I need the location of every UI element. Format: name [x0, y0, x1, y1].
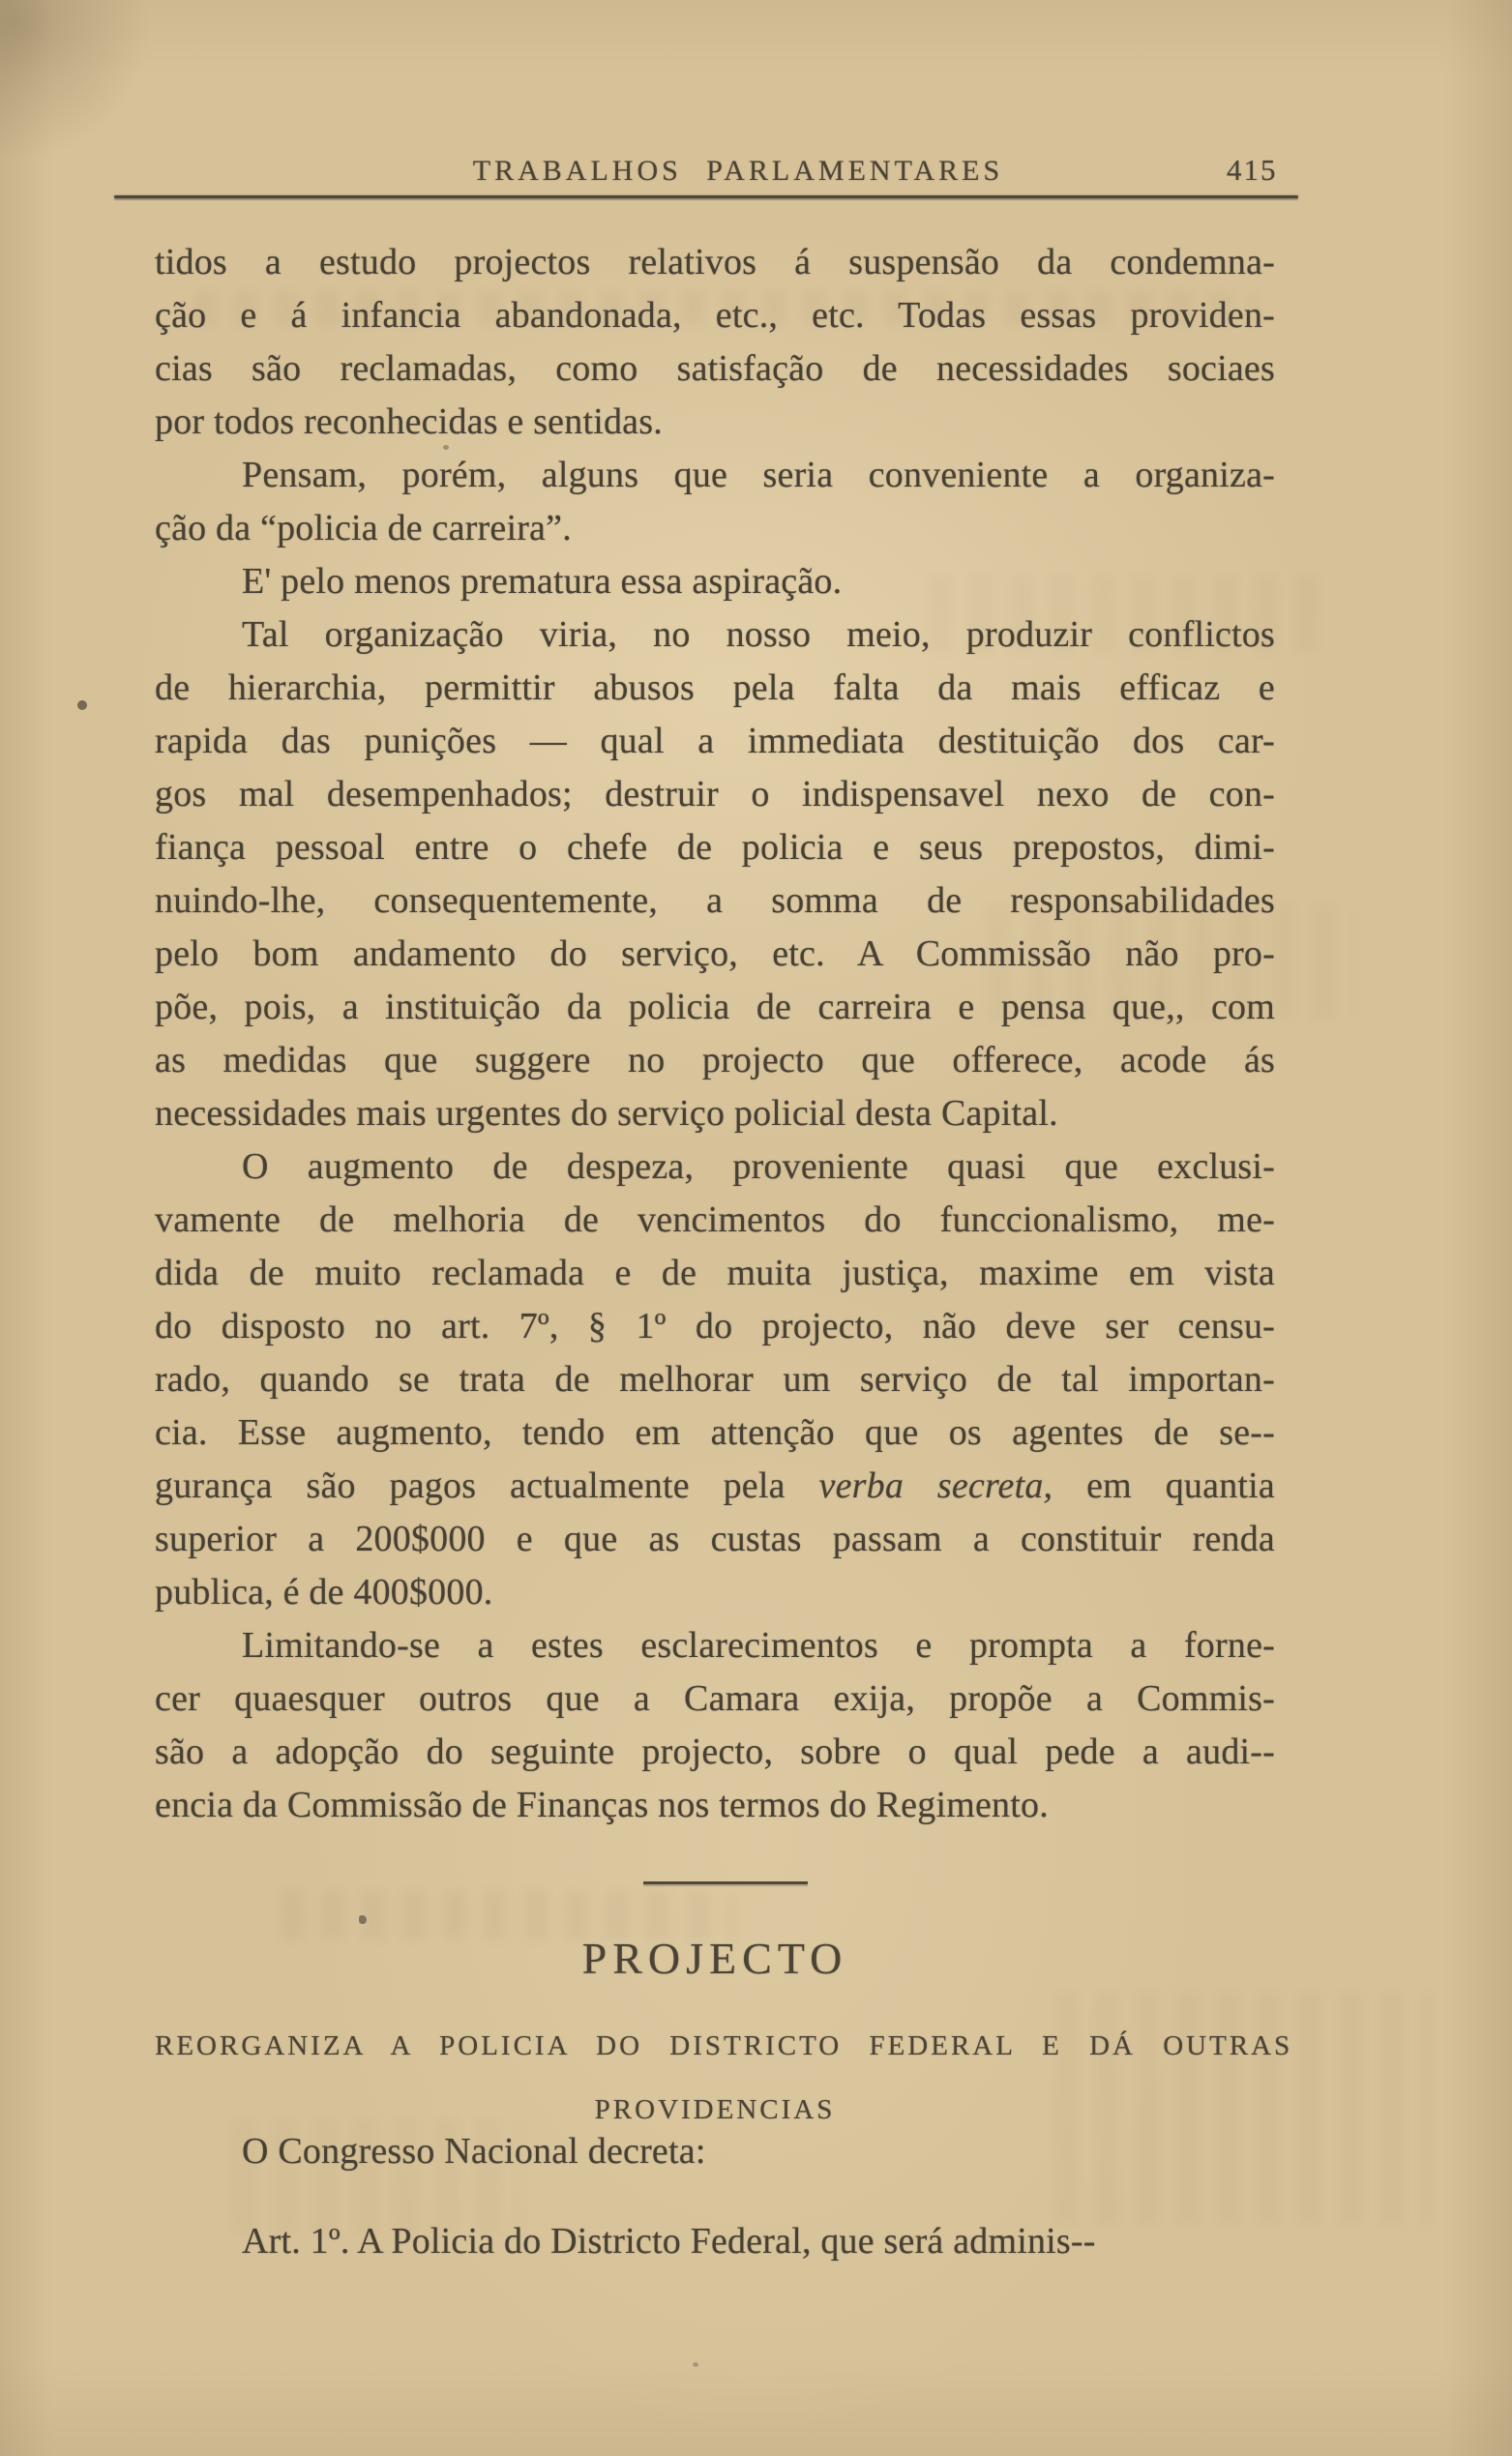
projecto-subtitle-line: PROVIDENCIAS [594, 2094, 836, 2125]
text-line [155, 1779, 1275, 1832]
text-segment: publica, é de 400$000. [155, 1572, 493, 1613]
text-segment: pelo bom andamento do serviço, etc. A Commissão não pro- [155, 933, 1275, 974]
italic-phrase: verba secreta, [818, 1465, 1053, 1506]
text-segment: fiança pessoal entre o chefe de policia e seus prepostos, dimi- [155, 827, 1275, 868]
text-segment: cias são reclamadas, como satisfação de necessidades sociaes [155, 348, 1275, 389]
page-number: 415 [1227, 153, 1278, 187]
text-line [155, 1034, 1275, 1087]
text-line [155, 555, 1275, 608]
text-line [155, 715, 1275, 768]
text-line [155, 608, 1275, 662]
text-segment: põe, pois, a instituição da policia de carreira e pensa que,, com [155, 987, 1275, 1027]
text-segment: são a adopção do seguinte projecto, sobre o qual pede a audi-- [155, 1731, 1275, 1772]
text-segment: cer quaesquer outros que a Camara exija, propõe a Commis- [155, 1678, 1275, 1719]
header-rule [114, 195, 1298, 198]
text-line [155, 1619, 1275, 1672]
text-line [155, 874, 1275, 928]
projecto-heading: PROJECTO [581, 1934, 848, 1983]
text-line [155, 821, 1275, 874]
text-line [155, 236, 1275, 289]
text-segment: Tal organização viria, no nosso meio, produzir conflictos [242, 614, 1275, 655]
text-line [155, 1513, 1275, 1566]
body-text [155, 236, 1275, 1832]
text-segment: encia da Commissão de Finanças nos termos do Regimento. [155, 1785, 1049, 1825]
decree-line: O Congresso Nacional decreta: [242, 2131, 706, 2172]
text-line [155, 342, 1275, 396]
text-line [155, 502, 1275, 555]
text-line [155, 1087, 1275, 1140]
text-line [155, 1406, 1275, 1460]
running-title: TRABALHOS PARLAMENTARES [472, 155, 1004, 187]
text-segment: Pensam, porém, alguns que seria conveniente a organiza- [242, 455, 1275, 495]
text-segment: cia. Esse augmento, tendo em attenção que os agentes de se-- [155, 1412, 1275, 1453]
text-segment: necessidades mais urgentes do serviço policial desta Capital. [155, 1093, 1058, 1134]
text-line [155, 1194, 1275, 1247]
text-line [155, 1140, 1275, 1194]
text-segment: nuindo-lhe, consequentemente, a somma de responsabilidades [155, 880, 1275, 921]
projecto-subtitle-line: REORGANIZA A POLICIA DO DISTRICTO FEDERAL E DÁ OUTRAS [155, 2030, 1293, 2061]
text-segment: por todos reconhecidas e sentidas. [155, 401, 663, 442]
text-line [155, 289, 1275, 342]
text-segment: O augmento de despeza, proveniente quasi que exclusi- [242, 1146, 1275, 1187]
text-line [155, 1566, 1275, 1619]
text-segment: gos mal desempenhados; destruir o indispensavel nexo de con- [155, 774, 1275, 814]
text-line [155, 662, 1275, 715]
text-line [155, 396, 1275, 449]
text-segment: de hierarchia, permittir abusos pela falta da mais efficaz e [155, 667, 1275, 708]
text-segment: vamente de melhoria de vencimentos do funccionalismo, me- [155, 1199, 1275, 1240]
text-segment: gurança são pagos actualmente pela [155, 1465, 819, 1506]
text-segment: ção da “policia de carreira”. [155, 508, 572, 548]
ink-speck [359, 1915, 367, 1924]
text-segment: as medidas que suggere no projecto que offerece, acode ás [155, 1040, 1275, 1080]
text-segment: superior a 200$000 e que as custas passam a constituir renda [155, 1519, 1275, 1559]
text-line [155, 1460, 1275, 1513]
text-segment: tidos a estudo projectos relativos á suspensão da condemna- [155, 242, 1275, 282]
ink-speck [77, 700, 87, 710]
text-line [155, 1672, 1275, 1726]
text-line [155, 1247, 1275, 1300]
text-line [155, 1300, 1275, 1353]
text-line [155, 1726, 1275, 1779]
text-line [155, 768, 1275, 821]
text-line [155, 1353, 1275, 1406]
text-segment: Limitando-se a estes esclarecimentos e prompta a forne- [242, 1625, 1275, 1666]
projecto-subtitle [155, 2014, 1293, 2142]
ink-speck [443, 445, 449, 450]
text-segment: do disposto no art. 7º, § 1º do projecto, não deve ser censu- [155, 1306, 1275, 1346]
text-segment: em quantia [1052, 1465, 1275, 1506]
article-line: Art. 1º. A Policia do Districto Federal, que será adminis-- [242, 2221, 1096, 2262]
text-segment: dida de muito reclamada e de muita justiça, maxime em vista [155, 1253, 1275, 1293]
text-line [155, 449, 1275, 502]
text-segment: rapida das punições — qual a immediata destituição dos car- [155, 721, 1275, 761]
text-line [155, 928, 1275, 981]
text-segment: rado, quando se trata de melhorar um serviço de tal importan- [155, 1359, 1275, 1400]
ink-speck [693, 2362, 698, 2367]
text-segment: ção e á infancia abandonada, etc., etc. Todas essas providen- [155, 295, 1275, 336]
text-segment: E' pelo menos prematura essa aspiração. [242, 561, 843, 602]
section-divider [643, 1881, 808, 1884]
text-line [155, 981, 1275, 1034]
